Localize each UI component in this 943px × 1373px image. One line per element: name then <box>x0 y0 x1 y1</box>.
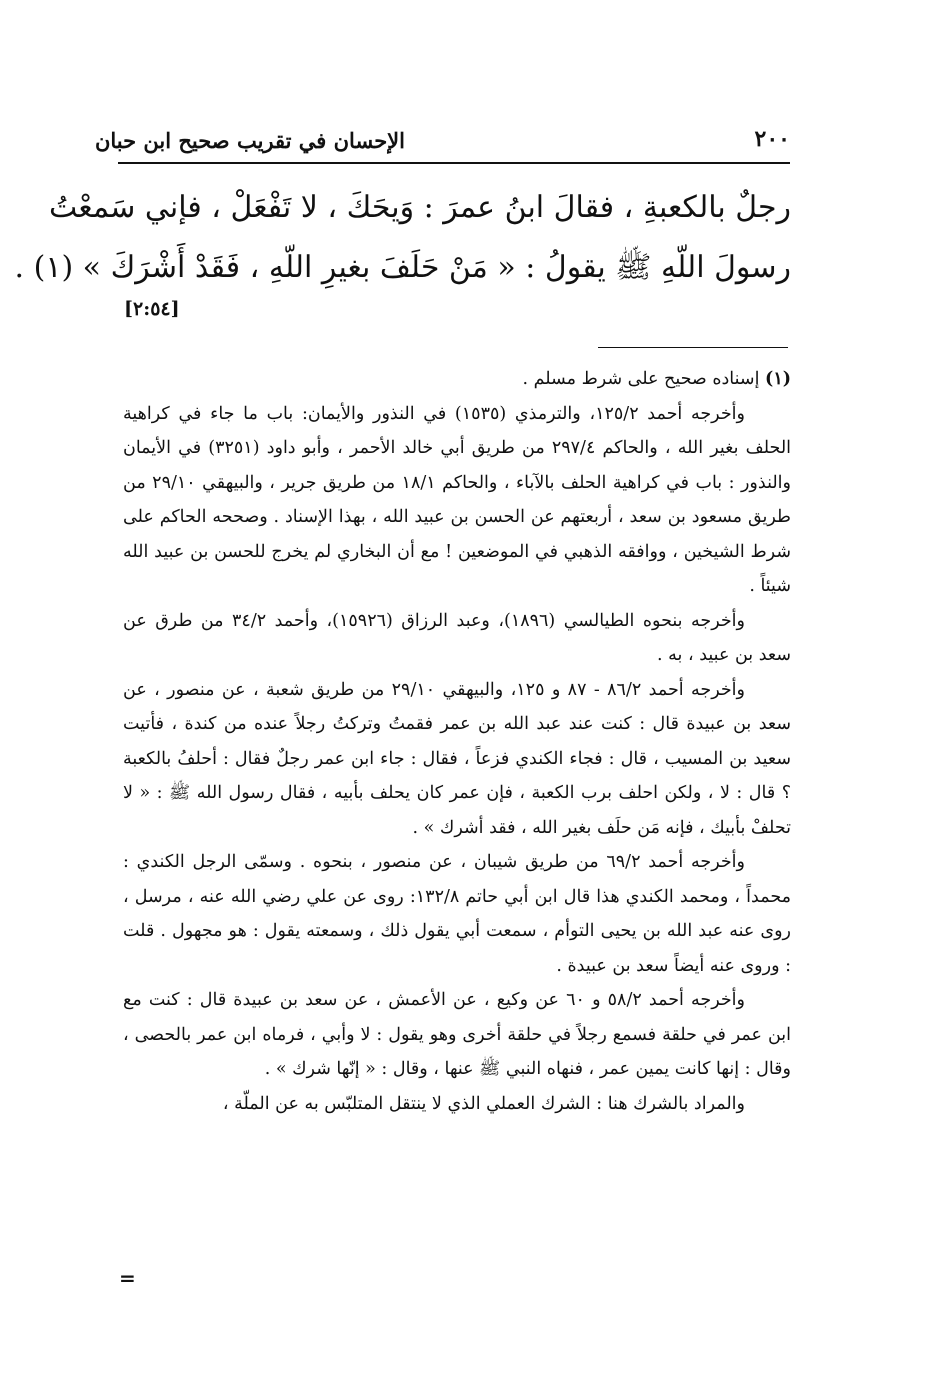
footnote-divider <box>598 347 788 348</box>
header-divider <box>118 162 790 164</box>
hadith-reference: [٢:٥٤] <box>124 298 180 320</box>
footnotes <box>123 362 791 1121</box>
hadith-text <box>14 178 791 298</box>
footnote-paragraph: وأخرجه بنحوه الطيالسي (١٨٩٦)، وعبد الرزاق (١٥٩٢٦)، وأحمد ٣٤/٢ من طرق عن سعد بن عبيد ، به . <box>123 610 791 665</box>
footnote-paragraph: وأخرجه أحمد ٨٦/٢ - ٨٧ و ١٢٥، والبيهقي ٢٩/١٠ من طريق شعبة ، عن منصور ، عن سعد بن عبيدة قال : كنت عند عبد الله بن عمر فقمتُ وتركتُ رجلاً عنده من كندة ، فأتيت سعيد بن المسيب ، قال : فجاء الكندي فزعاً ، فقال : جاء ابن عمر رجلٌ فقال : أحلفُ بالكعبة ؟ قال : لا ، ولكن احلف برب الكعبة ، فإن عمر كان يحلف بأبيه ، فقال رسول الله ﷺ : « لا تحلفْ بأبيك ، فإنه مَن حلَف بغير الله ، فقد أشرك » . <box>123 679 791 838</box>
page-header <box>94 122 790 162</box>
footnote-paragraph: وأخرجه أحمد ١٢٥/٢، والترمذي (١٥٣٥) في النذور والأيمان: باب ما جاء في كراهية الحلف بغير الله ، والحاكم ٢٩٧/٤ من طريق أبي خالد الأحمر ، وأبو داود (٣٢٥١) في الأيمان والنذور : باب في كراهية الحلف بالآباء ، والحاكم ١٨/١ من طريق جرير ، والبيهقي ٢٩/١٠ من طريق مسعود بن سعد ، أربعتهم عن الحسن بن عبيد الله ، بهذا الإسناد . وصححه الحاكم على شرط الشيخين ، ووافقه الذهبي في الموضعين ! مع أن البخاري لم يخرج للحسن بن عبيد الله شيئاً . <box>123 403 792 596</box>
footnote-text: إسناده صحيح على شرط مسلم . <box>522 369 760 389</box>
page-number: ٢٠٠ <box>754 126 790 152</box>
hadith-line-2: رسولَ اللّهِ ﷺ يقولُ : « مَنْ حَلَفَ بغيرِ اللّهِ ، فَقَدْ أَشْرَكَ » (١) . <box>14 250 791 285</box>
footnote-1 <box>123 362 791 397</box>
footnote-paragraph: وأخرجه أحمد ٦٩/٢ من طريق شيبان ، عن منصور ، بنحوه . وسمّى الرجل الكندي : محمداً ، ومحمد الكندي هذا قال ابن أبي حاتم ١٣٢/٨: روى عن علي رضي الله عنه ، مرسل ، روى عنه عبد الله بن يحيى التوأم ، سمعت أبي يقول ذلك ، وسمعته يقول : هو مجهول . قلت : وروى عنه أيضاً سعد بن عبيدة . <box>123 852 791 976</box>
footnote-marker: (١) <box>765 369 791 389</box>
hadith-line-1: رجلٌ بالكعبةِ ، فقالَ ابنُ عمرَ : وَيحَكَ ، لا تَفْعَلْ ، فإني سَمعْتُ <box>48 190 791 225</box>
book-title: الإحسان في تقريب صحيح ابن حبان <box>94 128 405 153</box>
footnote-paragraph: وأخرجه أحمد ٥٨/٢ و ٦٠ عن وكيع ، عن الأعمش ، عن سعد بن عبيدة قال : كنت مع ابن عمر في حلقة فسمع رجلاً في حلقة أخرى وهو يقول : لا وأبي ، فرماه ابن عمر بالحصى ، وقال : إنها كانت يمين عمر ، فنهاه النبي ﷺ عنها ، وقال : « إنّها شرك » . <box>123 990 791 1079</box>
footnote-paragraph: والمراد بالشرك هنا : الشرك العملي الذي لا ينتقل المتلبّس به عن الملّة ، <box>222 1093 745 1114</box>
continuation-mark: = <box>119 1266 136 1290</box>
